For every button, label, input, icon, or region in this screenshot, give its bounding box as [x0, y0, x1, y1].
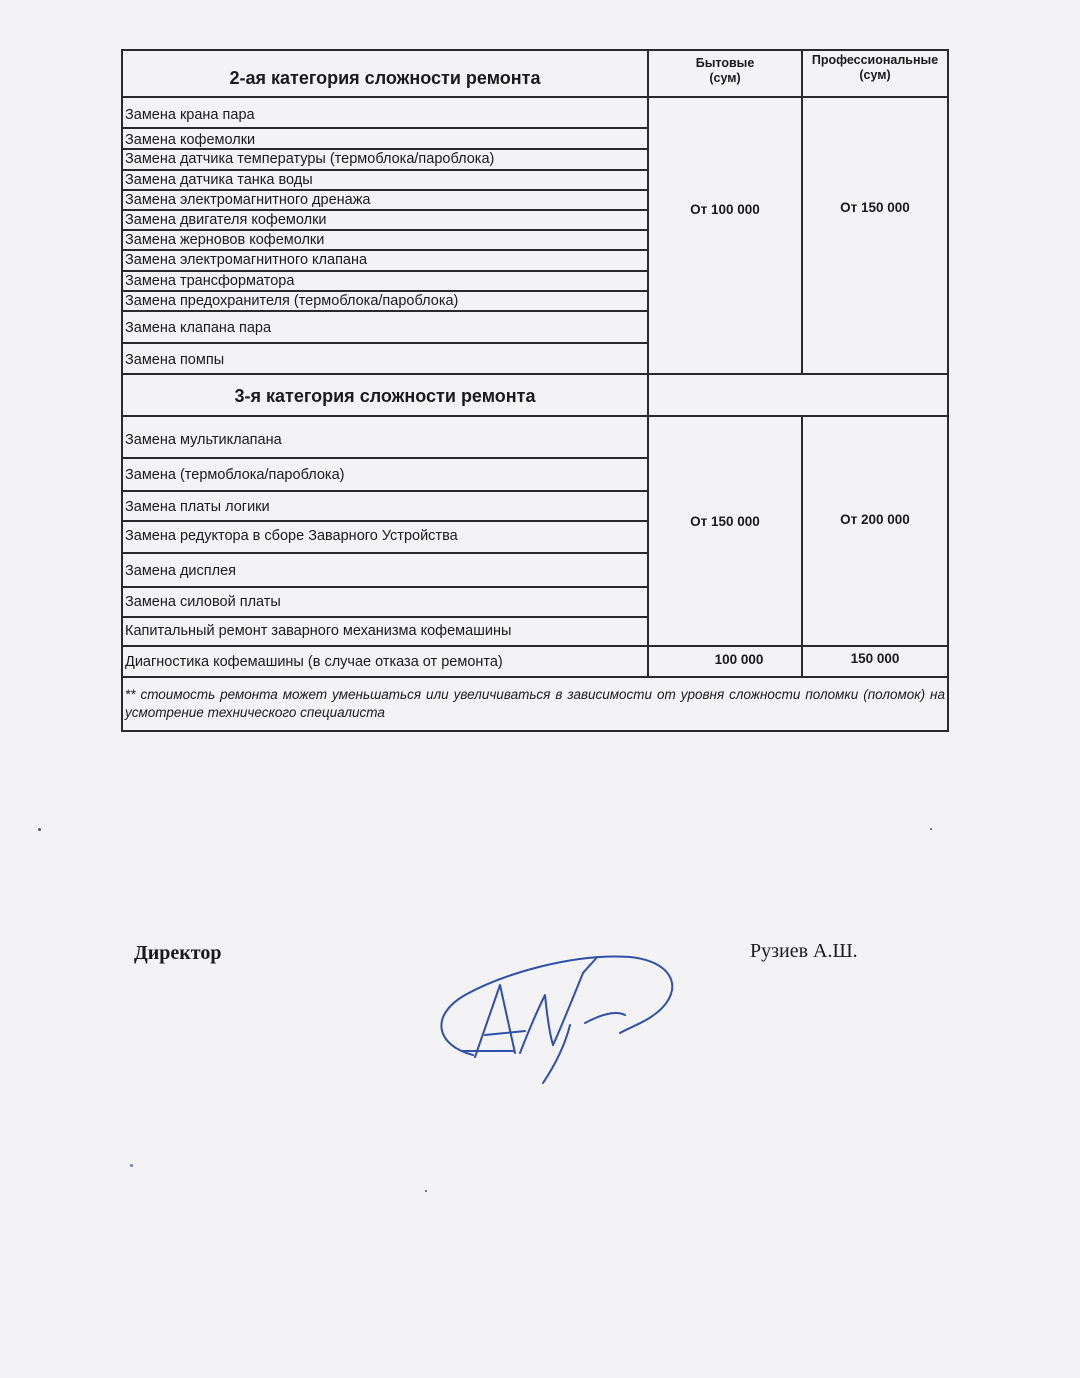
cat3-price-household: От 150 000 — [690, 514, 760, 529]
position-title: Директор — [134, 942, 222, 964]
column-header-professional-unit: (сум) — [859, 68, 891, 82]
cat2-item: Замена жерновов кофемолки — [125, 232, 325, 248]
cat3-item: Замена дисплея — [125, 563, 236, 579]
cat2-item: Замена крана пара — [125, 107, 255, 123]
cat3-item: Замена редуктора в сборе Заварного Устройства — [125, 528, 458, 544]
column-header-household-title: Бытовые — [695, 56, 755, 70]
category-3-title: 3-я категория сложности ремонта — [234, 386, 536, 406]
cat2-price-professional: От 150 000 — [840, 200, 910, 215]
cat2-item: Замена датчика танка воды — [125, 172, 313, 188]
diagnostics-price-household: 100 000 — [714, 652, 764, 667]
diagnostics-price-professional: 150 000 — [850, 651, 900, 666]
cat2-item: Замена предохранителя (термоблока/пароблока) — [125, 293, 459, 309]
cat3-item: Замена мультиклапана — [125, 432, 282, 448]
column-header-professional — [803, 53, 947, 83]
scan-speck — [425, 1190, 427, 1192]
scan-speck — [930, 828, 932, 830]
cat2-item: Замена двигателя кофемолки — [125, 212, 327, 228]
diagnostics-label: Диагностика кофемашины (в случае отказа от ремонта) — [125, 654, 503, 670]
cat2-item: Замена клапана пара — [125, 320, 272, 336]
handwritten-signature — [425, 945, 685, 1095]
footnote: ** стоимость ремонта может уменьшаться или увеличиваться в зависимости от уровня сложности поломки (поломок) на усмотрение технического специалиста — [125, 687, 945, 720]
category-2-title: 2-ая категория сложности ремонта — [229, 68, 541, 88]
cat2-item: Замена электромагнитного клапана — [125, 252, 368, 268]
scan-speck — [130, 1164, 133, 1167]
cat3-item: Замена силовой платы — [125, 594, 281, 610]
column-header-household — [649, 56, 801, 86]
column-header-professional-title: Профессиональные — [811, 53, 939, 67]
cat3-item: Замена платы логики — [125, 499, 270, 515]
cat2-item: Замена помпы — [125, 352, 225, 368]
cat2-item: Замена трансформатора — [125, 273, 295, 289]
scan-speck — [38, 828, 41, 831]
cat3-item: Замена (термоблока/пароблока) — [125, 467, 345, 483]
cat2-item: Замена электромагнитного дренажа — [125, 192, 371, 208]
signatory-name: Рузиев А.Ш. — [750, 940, 858, 962]
cat3-price-professional: От 200 000 — [840, 512, 910, 527]
cat2-item: Замена датчика температуры (термоблока/пароблока) — [125, 151, 495, 167]
cat3-item: Капитальный ремонт заварного механизма кофемашины — [125, 623, 512, 639]
cat2-item: Замена кофемолки — [125, 132, 256, 148]
cat2-price-household: От 100 000 — [690, 202, 760, 217]
column-header-household-unit: (сум) — [709, 71, 741, 85]
